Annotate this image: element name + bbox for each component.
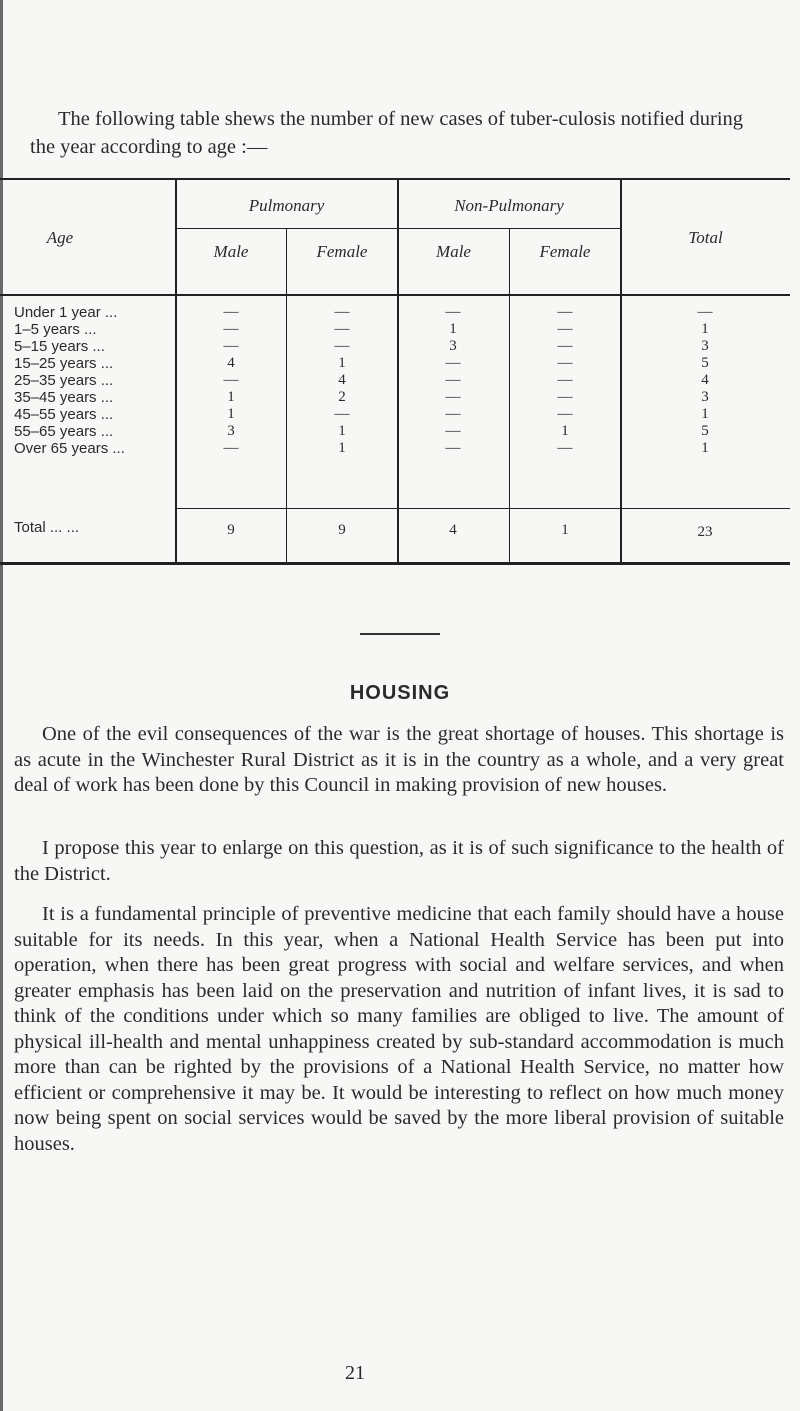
row-age-label: 1–5 years ... (14, 321, 97, 338)
cell-total: 1 (701, 321, 709, 337)
cell-nonpulm-male: 3 (449, 338, 457, 354)
row-age-label: 45–55 years ... (14, 406, 114, 423)
cell-nonpulm-female: — (557, 406, 573, 422)
cell-nonpulm-male: — (445, 406, 461, 422)
header-total: Total (688, 228, 723, 247)
header-pulmonary: Pulmonary (248, 196, 325, 215)
cell-total: 5 (701, 423, 709, 439)
cell-total: 5 (701, 355, 709, 371)
page-number: 21 (345, 1362, 365, 1384)
cell-nonpulm-female: — (557, 321, 573, 337)
cell-nonpulm-female: — (557, 372, 573, 388)
cell-nonpulm-male: 1 (449, 321, 457, 337)
paragraph-3-text: It is a fundamental principle of preventive medicine that each family should have a house suitable for its needs. In this year, when a National Health Service has been put into operation, when there has been great progress with social and welfare services, and when greater emphasis has been laid on the preservation and nutrition of infant lives, it is sad to think of the conditions under which so many families are obliged to live. The amount of physical ill-health and mental unhappiness created by sub-standard accommodation is much more than can be righted by the provisions of a National Health Service, no matter how efficient or comprehensive it may be. It would be interesting to reflect on how much money now being spent on social services would be saved by the more liberal provision of suitable houses. (14, 903, 784, 1155)
cell-nonpulm-female: 1 (561, 423, 569, 439)
header-nonpulmonary-female: Female (539, 242, 591, 261)
row-age-label: Over 65 years ... (14, 440, 125, 457)
table-top-rule (0, 178, 790, 180)
header-pulmonary-female: Female (316, 242, 368, 261)
vrule-3 (397, 178, 399, 562)
header-age: Age (46, 228, 74, 247)
cell-pulm-male: 1 (227, 406, 235, 422)
row-age-label: 55–65 years ... (14, 423, 114, 440)
cell-pulm-male: 4 (227, 355, 235, 371)
row-age-label: 15–25 years ... (14, 355, 114, 372)
vrule-4 (509, 228, 510, 562)
cell-nonpulm-female: — (557, 355, 573, 371)
table-bottom-rule (0, 562, 790, 565)
vrule-2 (286, 228, 287, 562)
cell-pulm-male: — (223, 372, 239, 388)
cell-nonpulm-female: — (557, 440, 573, 456)
row-age-label: 35–45 years ... (14, 389, 114, 406)
total-nonpulm-female: 1 (561, 522, 569, 538)
header-nonpulmonary-male: Male (436, 242, 471, 261)
cell-pulm-female: — (334, 406, 350, 422)
paragraph-2 (14, 836, 784, 887)
cell-total: 3 (701, 338, 709, 354)
paragraph-1-text: One of the evil consequences of the war is the great shortage of houses. This shortage is as acute in the Winchester Rural District as it is in the country as a whole, and a very great deal of work has been done by this Council in making provision of new houses. (14, 723, 784, 796)
total-pulm-male: 9 (227, 522, 235, 538)
cell-nonpulm-male: — (445, 304, 461, 320)
vrule-1 (175, 178, 177, 562)
section-heading-housing: HOUSING (349, 682, 451, 704)
row-age-label: 25–35 years ... (14, 372, 114, 389)
paragraph-3 (14, 902, 784, 1157)
section-divider (360, 633, 440, 635)
paragraph-1 (14, 722, 784, 799)
header-non-pulmonary: Non-Pulmonary (454, 196, 564, 215)
tuberculosis-table (0, 178, 800, 568)
total-nonpulm-male: 4 (449, 522, 457, 538)
cell-total: — (697, 304, 713, 320)
cell-pulm-female: — (334, 304, 350, 320)
cell-total: 1 (701, 406, 709, 422)
cell-total: 3 (701, 389, 709, 405)
cell-nonpulm-male: — (445, 372, 461, 388)
cell-pulm-female: 1 (338, 440, 346, 456)
intro-text: The following table shews the number of new cases of tuber-culosis notified during the year according to age :— (30, 108, 744, 158)
cell-pulm-female: 1 (338, 423, 346, 439)
cell-nonpulm-female: — (557, 304, 573, 320)
header-bottom-rule (0, 294, 790, 296)
cell-nonpulm-male: — (445, 423, 461, 439)
cell-nonpulm-male: — (445, 389, 461, 405)
row-age-label: 5–15 years ... (14, 338, 105, 355)
cell-nonpulm-female: — (557, 338, 573, 354)
cell-pulm-female: 2 (338, 389, 346, 405)
cell-total: 1 (701, 440, 709, 456)
cell-pulm-male: 3 (227, 423, 235, 439)
cell-pulm-female: 4 (338, 372, 346, 388)
total-row-label: Total ... ... (14, 519, 80, 536)
header-pulmonary-male: Male (213, 242, 249, 261)
cell-pulm-female: 1 (338, 355, 346, 371)
cell-pulm-female: — (334, 321, 350, 337)
total-pulm-female: 9 (338, 522, 346, 538)
cell-pulm-male: — (223, 338, 239, 354)
cell-nonpulm-female: — (557, 389, 573, 405)
cell-pulm-female: — (334, 338, 350, 354)
cell-nonpulm-male: — (445, 440, 461, 456)
cell-pulm-male: — (223, 321, 239, 337)
row-age-label: Under 1 year ... (14, 304, 118, 321)
total-grand: 23 (697, 524, 713, 540)
cell-total: 4 (701, 372, 709, 388)
cell-pulm-male: — (223, 440, 239, 456)
cell-pulm-male: — (223, 304, 239, 320)
cell-pulm-male: 1 (227, 389, 235, 405)
total-row-rule (175, 508, 790, 509)
paragraph-2-text: I propose this year to enlarge on this question, as it is of such significance to the health of the District. (14, 837, 784, 885)
cell-nonpulm-male: — (445, 355, 461, 371)
